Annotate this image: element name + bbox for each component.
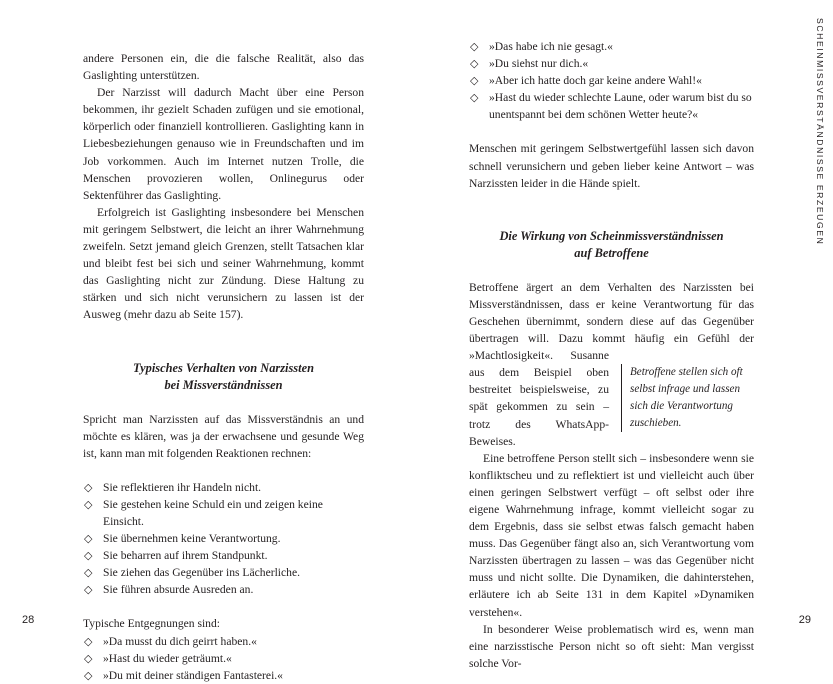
list-item: ◇ Sie reflektieren ihr Handeln nicht. <box>83 479 364 496</box>
page-number: 29 <box>798 614 811 626</box>
heading-line: bei Missverständnissen <box>164 377 283 392</box>
paragraph: Menschen mit geringem Selbstwertgefühl lassen sich davon schnell verunsichern und geben lieber keine Antwort – was Narzissten leider in die Hände spielt. <box>469 142 754 190</box>
diamond-bullet-icon: ◇ <box>84 651 93 665</box>
paragraph: Spricht man Narzissten auf das Missverständnis an und möchte es klären, was ja der erwachsene und gesunde Weg ist, kann man mit folgenden Reaktionen rechnen: <box>83 412 364 460</box>
diamond-bullet-icon: ◇ <box>84 497 93 511</box>
diamond-bullet-icon: ◇ <box>84 480 93 494</box>
paragraph: Der Narzisst will dadurch Macht über eine Person bekommen, ihr gezielt Schaden zufügen und sie emotional, körperlich oder finanziell kontrollieren. Gaslighting kann in Liebesbeziehungen genauso wie in Freundschaften und im Job vorkommen. Auch im Internet nutzen Trolle, die Menschen provozieren wollen, Onlinegurus oder Sektenführer das Gaslighting. <box>83 86 364 202</box>
paragraph: Eine betroffene Person stellt sich – insbesondere wenn sie konfliktscheu und zu reflektiert ist und vielleicht auch über einen geringen Selbstwert verfügt – oft selbst oder ihre eigene Wahrnehmung infrage, kommt vielleicht sogar zu dem Ergebnis, dass sie selbst etwas falsch gemacht haben muss. Das Gegenüber fängt also an, sich Verantwortung vom Narzissten übertragen zu lassen – was das Gegenüber nicht muss und nicht sollte. Die Dynamiken, die dahinterstehen, erläutere ich ab Seite 131 in dem Kapitel »Dynamiken verstehen«. <box>469 451 754 619</box>
page-number: 28 <box>22 614 35 626</box>
list-item: ◇ »Da musst du dich geirrt haben.« <box>83 633 364 650</box>
paragraph: Typische Entgegnungen sind: <box>83 617 221 631</box>
list-item: ◇ »Hast du wieder schlechte Laune, oder warum bist du so unentspannt bei dem schönen Wetter heute?« <box>470 91 752 122</box>
responses-list <box>83 633 364 684</box>
list-item: ◇ Sie übernehmen keine Verantwortung. <box>83 530 364 547</box>
list-item: ◇ »Das habe ich nie gesagt.« <box>469 38 754 55</box>
diamond-bullet-icon: ◇ <box>470 40 479 53</box>
right-text-column <box>469 38 754 672</box>
right-page <box>417 0 833 670</box>
diamond-bullet-icon: ◇ <box>470 57 479 71</box>
left-text-column <box>83 50 364 684</box>
heading-line: Die Wirkung von Scheinmissverständnissen <box>499 228 724 243</box>
list-item: ◇ Sie führen absurde Ausreden an. <box>83 581 364 598</box>
diamond-bullet-icon: ◇ <box>470 74 479 88</box>
heading-line: Typisches Verhalten von Narzissten <box>133 360 314 375</box>
heading-line: auf Betroffene <box>574 245 649 260</box>
diamond-bullet-icon: ◇ <box>84 583 93 597</box>
list-item: ◇ »Aber ich hatte doch gar keine andere Wahl!« <box>469 72 754 89</box>
left-page <box>0 0 416 682</box>
diamond-bullet-icon: ◇ <box>470 91 479 105</box>
reactions-list <box>83 479 364 599</box>
diamond-bullet-icon: ◇ <box>84 634 93 648</box>
paragraph: andere Personen ein, die die falsche Realität, also das Gaslighting unterstützen. <box>83 52 364 83</box>
diamond-bullet-icon: ◇ <box>84 566 93 580</box>
diamond-bullet-icon: ◇ <box>84 549 93 563</box>
list-item: ◇ »Du mit deiner ständigen Fantasterei.« <box>83 667 364 684</box>
list-item: ◇ Sie beharren auf ihrem Standpunkt. <box>83 547 364 564</box>
paragraph: Erfolgreich ist Gaslighting insbesondere bei Menschen mit geringem Selbstwert, die leicht an ihrer Wahrnehmung zweifeln. Setzt jemand gleich Grenzen, stellt Tatsachen klar und bleibt fest bei sich und seiner Wahrnehmung, kommt das Gaslighting nicht zur Zündung. Diese Haltung zu stärken und sich nicht verunsichern zu lassen ist der Ausweg (mehr dazu ab Seite 157). <box>83 205 364 322</box>
list-item: ◇ »Du siehst nur dich.« <box>469 55 754 72</box>
list-item: ◇ Sie ziehen das Gegenüber ins Lächerliche. <box>83 564 364 581</box>
pull-quote: Betroffene stellen sich oft selbst infrage und lassen sich die Verantwortung zuschieben. <box>621 364 754 432</box>
quotes-list <box>469 38 754 123</box>
paragraph: In besonderer Weise problematisch wird es, wenn man eine narzisstische Person nicht so oft sieht: Man vergisst solche Vor- <box>469 622 754 670</box>
section-heading <box>469 228 754 262</box>
diamond-bullet-icon: ◇ <box>84 668 93 682</box>
paragraph: Betroffene stellen sich oft selbst infrage und lassen sich die Verantwortung zuschieben. Betroffene ärgert an dem Verhalten des Narzissten bei Missverständnissen, dass er keine Verantwortung für das Geschehen übernimmt, sondern diese auf das Gegenüber übertragen will. Dazu kommt häufig ein Gefühl der »Machtlosigkeit«. Susanne aus dem Beispiel oben bestreitet beispielsweise, zu spät gekommen zu sein – trotz des WhatsApp-Beweises. <box>469 280 754 448</box>
diamond-bullet-icon: ◇ <box>84 532 93 546</box>
list-item: ◇ »Hast du wieder geträumt.« <box>83 650 364 667</box>
body-with-pull-quote <box>469 279 754 672</box>
list-item: ◇ Sie gestehen keine Schuld ein und zeigen keine Einsicht. <box>84 497 323 528</box>
running-head: SCHEINMISSVERSTÄNDNISSE ERZEUGEN <box>815 18 825 246</box>
section-heading <box>83 360 364 394</box>
